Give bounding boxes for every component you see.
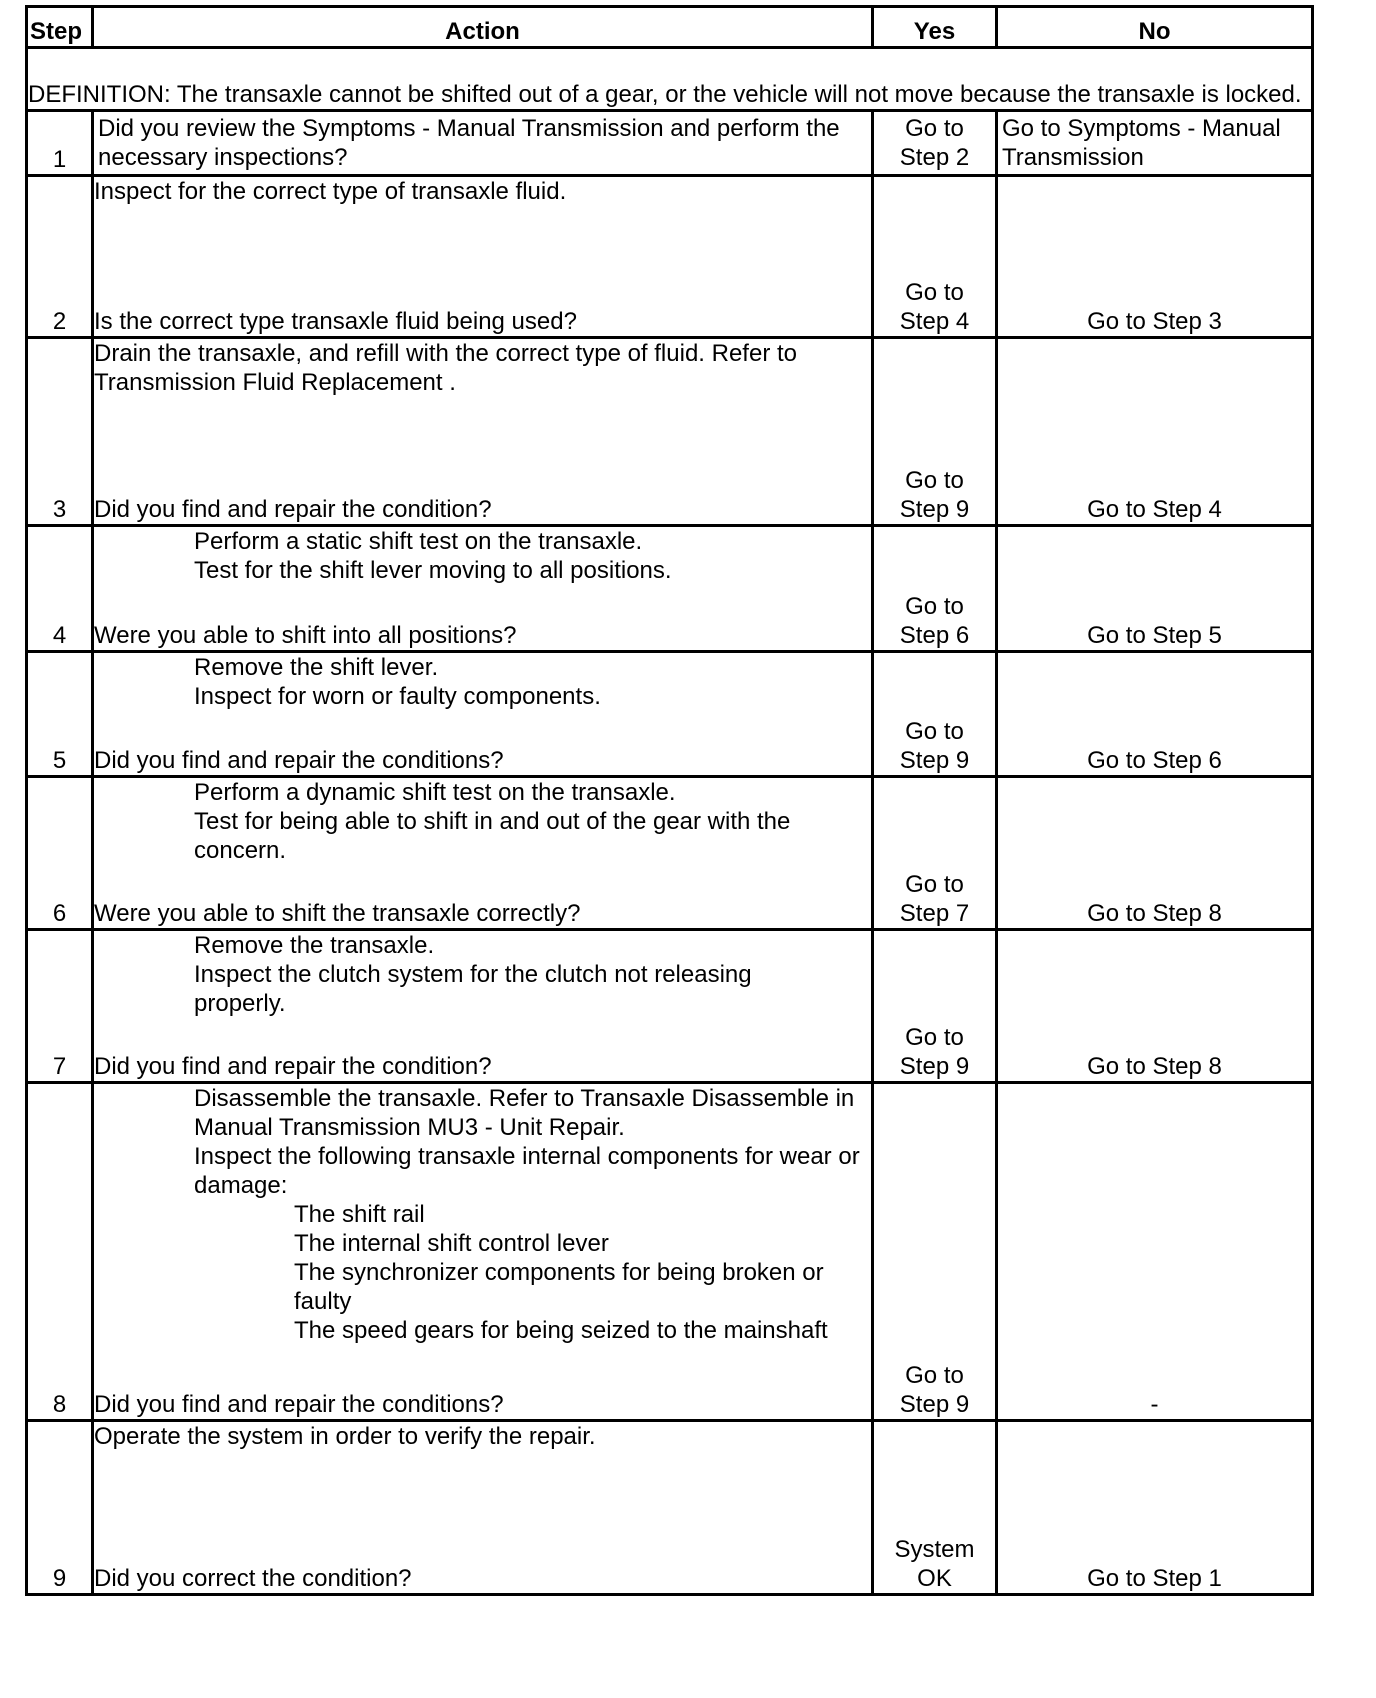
action-text: Remove the shift lever.	[194, 654, 439, 681]
action-question: Did you find and repair the condition?	[94, 1053, 492, 1080]
table-row	[27, 526, 1313, 652]
yes-cell	[873, 1421, 997, 1595]
definition-row	[27, 48, 1313, 111]
table-row	[27, 930, 1313, 1083]
no-link[interactable]: Go to Step 4	[1087, 496, 1222, 523]
no-cell	[997, 111, 1313, 176]
yes-link[interactable]: Go to Step 9	[899, 467, 970, 523]
action-question: Did you correct the condition?	[94, 1565, 412, 1592]
action-text: Remove the transaxle.	[194, 932, 435, 959]
yes-link[interactable]: Go to Step 4	[899, 279, 970, 335]
action-text: Test for the shift lever moving to all positions.	[194, 557, 672, 584]
no-cell	[997, 652, 1313, 777]
action-subitem: The synchronizer components for being broken or faulty	[294, 1259, 824, 1315]
action-question: Is the correct type transaxle fluid being used?	[94, 308, 577, 335]
action-text: Perform a static shift test on the transaxle.	[194, 528, 643, 555]
action-cell	[93, 1421, 873, 1595]
action-cell	[93, 526, 873, 652]
step-number: 8	[27, 1083, 93, 1421]
yes-link[interactable]: Go to Step 9	[899, 1024, 970, 1080]
header-no: No	[997, 7, 1313, 48]
yes-cell	[873, 1083, 997, 1421]
action-question: Did you find and repair the conditions?	[94, 1391, 504, 1418]
action-text: Drain the transaxle, and refill with the correct type of fluid. Refer to Transmission Fluid Replacement .	[94, 340, 797, 396]
action-cell	[93, 930, 873, 1083]
no-cell	[997, 1421, 1313, 1595]
diagnostic-table	[25, 5, 1314, 1596]
table-row	[27, 1421, 1313, 1595]
table-row	[27, 338, 1313, 526]
header-step: Step	[27, 7, 93, 48]
step-number: 4	[27, 526, 93, 652]
header-row	[27, 7, 1313, 48]
action-text: Disassemble the transaxle. Refer to Transaxle Disassemble in Manual Transmission MU3 - Unit Repair.	[194, 1085, 855, 1141]
action-question: Did you find and repair the conditions?	[94, 747, 504, 774]
yes-link[interactable]: Go to Step 6	[899, 593, 970, 649]
yes-link[interactable]: Go to Step 2	[899, 115, 970, 171]
yes-link[interactable]: System OK	[894, 1536, 975, 1592]
action-text: Inspect the following transaxle internal components for wear or damage:	[194, 1143, 860, 1199]
action-cell	[93, 338, 873, 526]
no-cell	[997, 526, 1313, 652]
action-cell	[93, 777, 873, 930]
definition-text: DEFINITION: The transaxle cannot be shifted out of a gear, or the vehicle will not move because the transaxle is locked.	[27, 48, 1313, 111]
table-row	[27, 652, 1313, 777]
action-subitem: The shift rail	[294, 1201, 425, 1228]
action-text: Perform a dynamic shift test on the transaxle.	[194, 779, 676, 806]
no-link[interactable]: Go to Step 3	[1087, 308, 1222, 335]
step-number: 1	[27, 111, 93, 176]
yes-cell	[873, 338, 997, 526]
step-number: 6	[27, 777, 93, 930]
yes-cell	[873, 777, 997, 930]
no-cell	[997, 930, 1313, 1083]
header-action: Action	[93, 7, 873, 48]
table-row	[27, 111, 1313, 176]
action-text: Operate the system in order to verify the repair.	[94, 1423, 596, 1450]
table-row	[27, 1083, 1313, 1421]
step-number: 3	[27, 338, 93, 526]
no-link[interactable]: Go to Step 8	[1087, 900, 1222, 927]
no-link: -	[1150, 1391, 1159, 1418]
action-subitem: The internal shift control lever	[294, 1230, 609, 1257]
no-link[interactable]: Go to Step 5	[1087, 622, 1222, 649]
action-text: Inspect the clutch system for the clutch not releasing properly.	[194, 961, 752, 1017]
yes-cell	[873, 111, 997, 176]
no-link[interactable]: Go to Step 1	[1087, 1565, 1222, 1592]
action-text: Did you review the Symptoms - Manual Transmission and perform the necessary inspections?	[98, 115, 840, 171]
action-cell	[93, 1083, 873, 1421]
no-cell	[997, 777, 1313, 930]
action-cell	[93, 176, 873, 338]
header-yes: Yes	[873, 7, 997, 48]
action-question: Were you able to shift the transaxle correctly?	[94, 900, 581, 927]
yes-cell	[873, 526, 997, 652]
action-cell	[93, 652, 873, 777]
no-cell	[997, 338, 1313, 526]
action-text: Inspect for the correct type of transaxle fluid.	[94, 178, 567, 205]
table-row	[27, 176, 1313, 338]
table-row	[27, 777, 1313, 930]
step-number: 7	[27, 930, 93, 1083]
yes-cell	[873, 652, 997, 777]
no-link[interactable]: Go to Step 6	[1087, 747, 1222, 774]
yes-link[interactable]: Go to Step 7	[899, 871, 970, 927]
step-number: 2	[27, 176, 93, 338]
action-question: Did you find and repair the condition?	[94, 496, 492, 523]
yes-link[interactable]: Go to Step 9	[899, 718, 970, 774]
no-cell	[997, 1083, 1313, 1421]
no-link[interactable]: Go to Step 8	[1087, 1053, 1222, 1080]
action-question: Were you able to shift into all positions?	[94, 622, 517, 649]
yes-cell	[873, 930, 997, 1083]
no-link[interactable]: Go to Symptoms - Manual Transmission	[1002, 115, 1281, 171]
step-number: 9	[27, 1421, 93, 1595]
action-text: Inspect for worn or faulty components.	[194, 683, 601, 710]
action-subitem: The speed gears for being seized to the mainshaft	[294, 1317, 828, 1344]
action-text: Test for being able to shift in and out of the gear with the concern.	[194, 808, 791, 864]
no-cell	[997, 176, 1313, 338]
yes-cell	[873, 176, 997, 338]
step-number: 5	[27, 652, 93, 777]
yes-link[interactable]: Go to Step 9	[899, 1362, 970, 1418]
action-cell	[93, 111, 873, 176]
